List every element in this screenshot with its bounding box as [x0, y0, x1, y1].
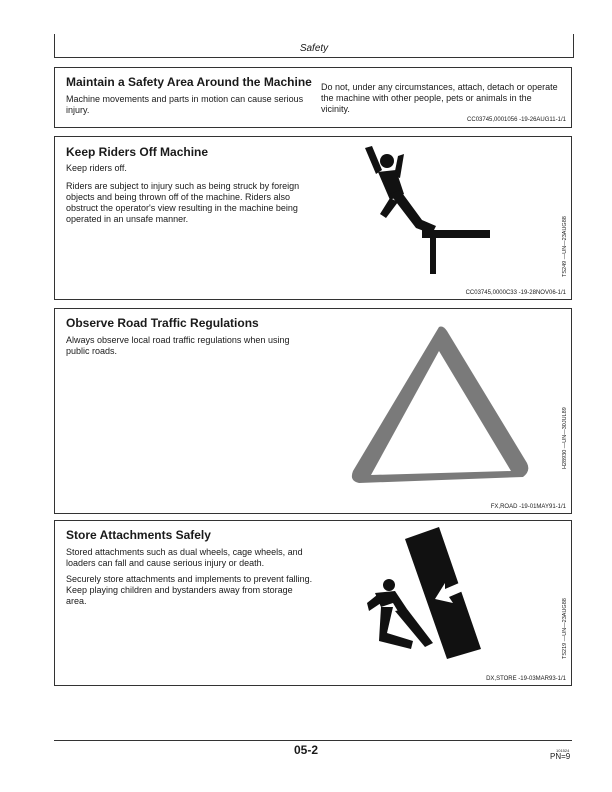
image-code: TS249 —UN—23AUG88	[562, 216, 568, 277]
paragraph: Securely store attachments and implements to prevent falling. Keep playing children and bystanders away from storage area.	[66, 574, 313, 606]
section-title: Observe Road Traffic Regulations	[66, 316, 259, 330]
reference-code: FX,ROAD -19-01MAY91-1/1	[490, 504, 566, 510]
paragraph: Always observe local road traffic regulations when using public roads.	[66, 335, 290, 356]
paragraph: Machine movements and parts in motion can cause serious injury.	[66, 94, 304, 115]
paragraph: Do not, under any circumstances, attach, detach or operate the machine with other people, pets or animals in the vicinity.	[321, 82, 558, 114]
section-title: Keep Riders Off Machine	[66, 145, 209, 159]
image-code: H28930 —UN—30JUL89	[562, 407, 568, 469]
section-keep-riders-off	[54, 136, 572, 300]
paragraph: Keep riders off.	[66, 163, 127, 173]
footer-small-code: 101524	[556, 748, 570, 753]
reference-code: DX,STORE -19-03MAR93-1/1	[486, 676, 566, 682]
section-title: Store Attachments Safely	[66, 528, 211, 542]
reference-code: CC03745,0000C33 -19-28NOV06-1/1	[465, 290, 566, 296]
section-title: Maintain a Safety Area Around the Machine	[66, 75, 312, 89]
slow-moving-vehicle-icon	[345, 323, 533, 493]
section-store-attachments	[54, 520, 572, 686]
paragraph: Stored attachments such as dual wheels, cage wheels, and loaders can fall and cause serious injury or death.	[66, 547, 303, 568]
pn-label: PN=9	[550, 752, 571, 761]
footer-rule	[54, 740, 572, 741]
running-head	[54, 34, 574, 58]
image-code: TS219 —UN—23AUG88	[562, 598, 568, 659]
paragraph: Riders are subject to injury such as being struck by foreign objects and being thrown off of the machine. Riders also obstruct the operator's view resulting in the machine being operated in an unsafe manner.	[66, 181, 300, 224]
rider-falling-icon	[360, 142, 495, 274]
section-road-traffic	[54, 308, 572, 514]
falling-attachment-icon	[355, 523, 545, 673]
page-number: 05-2	[293, 743, 319, 757]
section-safety-area	[54, 67, 572, 128]
reference-code: CC03745,0001056 -19-26AUG11-1/1	[467, 117, 566, 123]
section-title: Safety	[299, 43, 329, 54]
